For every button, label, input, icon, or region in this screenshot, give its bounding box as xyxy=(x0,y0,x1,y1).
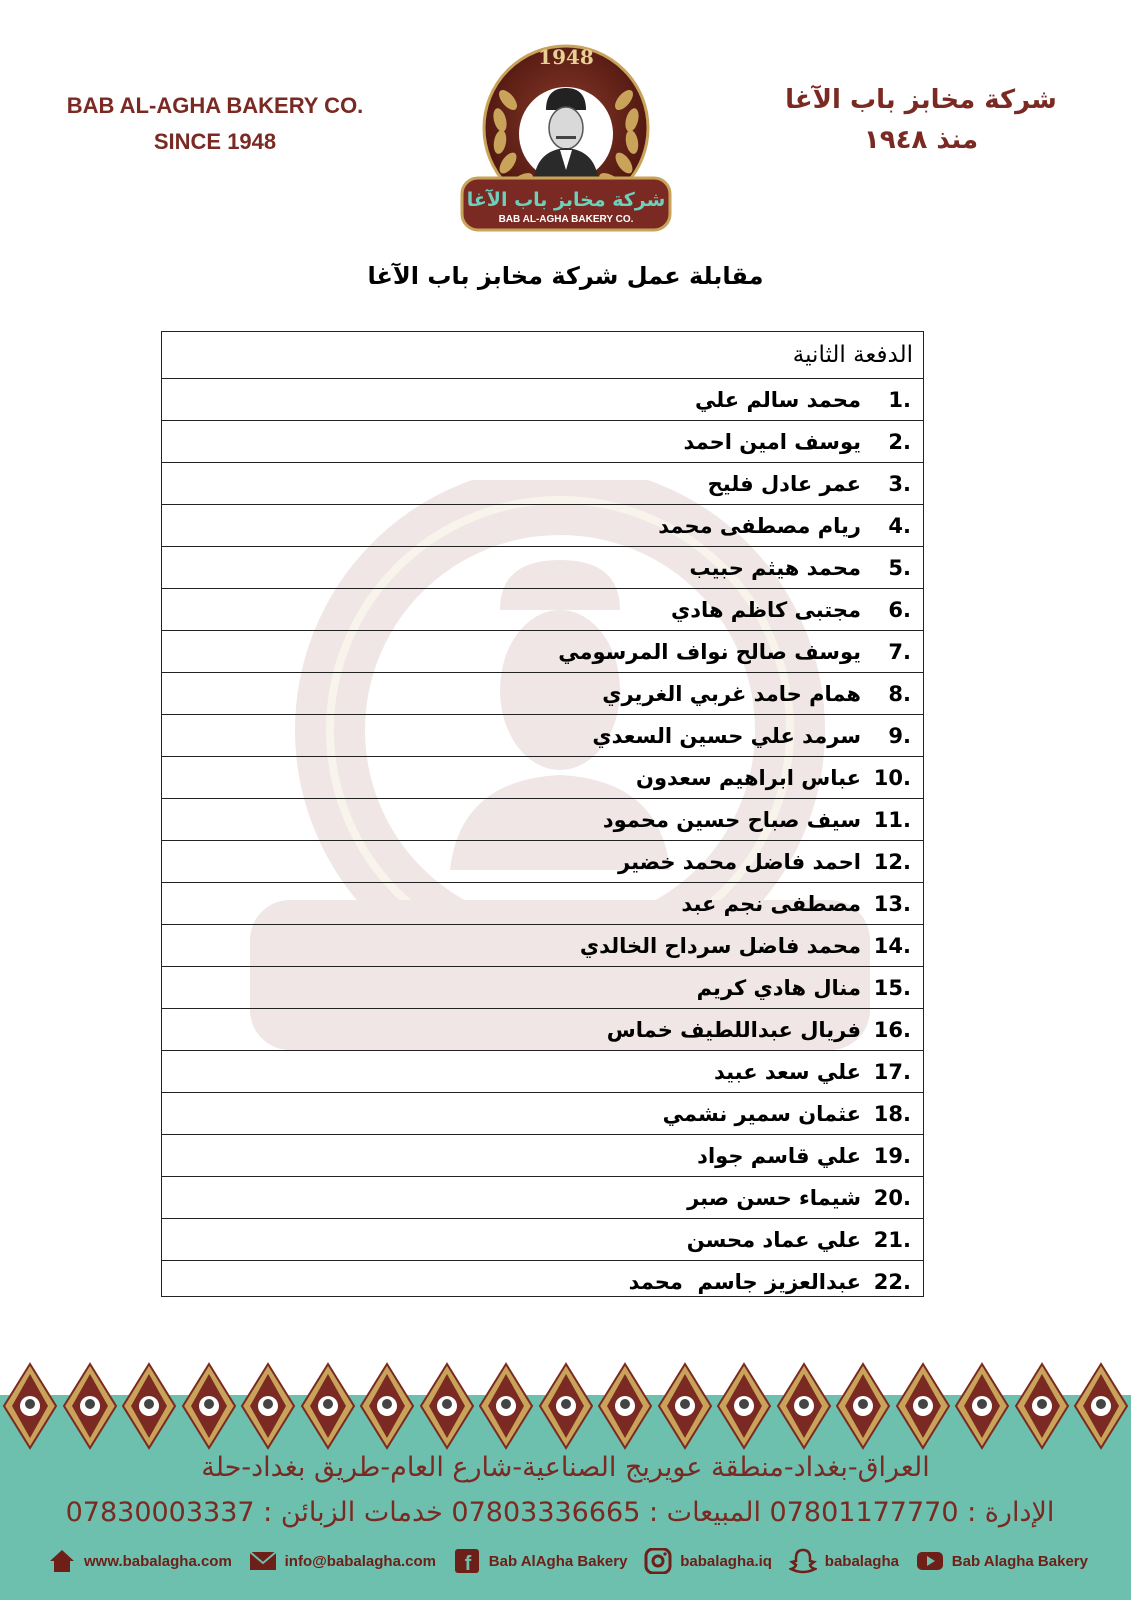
batch-heading: الدفعة الثانية xyxy=(792,342,913,368)
table-row xyxy=(162,421,923,463)
company-since-ar: منذ ١٩٤٨ xyxy=(863,125,979,155)
candidate-name: سيف صباح حسين محمود xyxy=(602,807,861,832)
candidate-name: علي عماد محسن xyxy=(686,1227,861,1252)
ornament-tile xyxy=(835,1362,891,1450)
ornament-tile xyxy=(954,1362,1010,1450)
table-row xyxy=(162,1009,923,1051)
row-number: 17. xyxy=(873,1059,911,1084)
row-number: 1. xyxy=(888,387,911,412)
facebook-link[interactable] xyxy=(453,1548,628,1574)
row-number: 14. xyxy=(873,933,911,958)
row-number: 11. xyxy=(873,807,911,832)
candidates-table xyxy=(161,331,924,1297)
ornament-tile xyxy=(538,1362,594,1450)
candidate-name: محمد سالم علي xyxy=(694,387,861,412)
youtube-icon xyxy=(916,1548,944,1574)
instagram-icon xyxy=(644,1548,672,1574)
table-row xyxy=(162,1135,923,1177)
candidate-name: علي قاسم جواد xyxy=(697,1143,861,1168)
ornament-tile xyxy=(657,1362,713,1450)
row-number: 7. xyxy=(888,639,911,664)
candidate-name: سرمد علي حسين السعدي xyxy=(592,723,861,748)
table-row xyxy=(162,1093,923,1135)
email-link[interactable] xyxy=(249,1548,436,1574)
row-number: 2. xyxy=(888,429,911,454)
ornament-tile xyxy=(359,1362,415,1450)
table-row xyxy=(162,715,923,757)
candidate-name: علي سعد عبيد xyxy=(713,1059,861,1084)
table-row xyxy=(162,967,923,1009)
table-row xyxy=(162,925,923,967)
candidate-name: عبدالعزيز جاسم محمد xyxy=(628,1270,861,1294)
table-row xyxy=(162,547,923,589)
table-row xyxy=(162,463,923,505)
snapchat-text: babalagha xyxy=(824,1552,899,1570)
ornament-tile xyxy=(121,1362,177,1450)
table-row xyxy=(162,799,923,841)
candidate-name: ريام مصطفى محمد xyxy=(658,513,861,538)
batch-heading-row xyxy=(162,332,923,379)
row-number: 3. xyxy=(888,471,911,496)
row-number: 15. xyxy=(873,975,911,1000)
candidate-name: محمد فاضل سرداح الخالدي xyxy=(579,933,861,958)
ornament-tile xyxy=(1014,1362,1070,1450)
company-name-arabic xyxy=(771,80,1071,160)
company-name-en-line1: BAB AL-AGHA BAKERY CO. xyxy=(66,93,364,118)
row-number: 16. xyxy=(873,1017,911,1042)
candidate-name: همام حامد غربي الغريري xyxy=(602,681,861,706)
row-number: 12. xyxy=(873,849,911,874)
candidate-name: عثمان سمير نشمي xyxy=(662,1101,861,1126)
candidate-name: يوسف صالح نواف المرسومي xyxy=(558,639,861,664)
website-link[interactable] xyxy=(48,1548,232,1574)
candidate-name: مصطفى نجم عبد xyxy=(681,891,861,916)
row-number: 4. xyxy=(888,513,911,538)
row-number: 10. xyxy=(873,765,911,790)
logo-year: 1948 xyxy=(538,45,594,69)
candidate-name: يوسف امين احمد xyxy=(683,429,861,454)
youtube-text: Bab Alagha Bakery xyxy=(951,1552,1088,1570)
footer-phones: الإدارة : 07801177770 المبيعات : 07803336665 خدمات الزبائن : 07830003337 xyxy=(65,1497,1055,1528)
instagram-text: babalagha.iq xyxy=(680,1552,772,1570)
row-number: 13. xyxy=(873,891,911,916)
youtube-link[interactable] xyxy=(916,1548,1088,1574)
candidate-name: فريال عبداللطيف خماس xyxy=(606,1017,861,1042)
candidate-name: عباس ابراهيم سعدون xyxy=(636,765,861,790)
logo-name-en: BAB AL-AGHA BAKERY CO. xyxy=(498,214,634,225)
ornament-tile xyxy=(597,1362,653,1450)
company-name-english xyxy=(40,88,390,160)
row-number: 21. xyxy=(873,1227,911,1252)
company-since-en: SINCE 1948 xyxy=(153,129,277,154)
footer-address: العراق-بغداد-منطقة عويريج الصناعية-شارع العام-طريق بغداد-حلة xyxy=(201,1452,930,1483)
facebook-icon xyxy=(453,1548,481,1574)
row-number: 6. xyxy=(888,597,911,622)
ornament-tile xyxy=(2,1362,58,1450)
table-row xyxy=(162,1261,923,1303)
table-row xyxy=(162,1219,923,1261)
table-row xyxy=(162,1177,923,1219)
ornament-tile xyxy=(62,1362,118,1450)
table-row xyxy=(162,1051,923,1093)
svg-text:f: f xyxy=(464,1553,472,1574)
snapchat-link[interactable] xyxy=(789,1548,899,1574)
company-name-ar-line1: شركة مخابز باب الآغا xyxy=(785,85,1057,115)
candidate-name: احمد فاضل محمد خضير xyxy=(618,849,861,874)
row-number: 8. xyxy=(888,681,911,706)
ornament-tile xyxy=(895,1362,951,1450)
row-number: 22. xyxy=(873,1270,911,1294)
ornament-tile xyxy=(1073,1362,1129,1450)
row-number: 19. xyxy=(873,1143,911,1168)
ornament-tile xyxy=(478,1362,534,1450)
candidate-name: عمر عادل فليح xyxy=(707,471,861,496)
snapchat-icon xyxy=(789,1548,817,1574)
row-number: 18. xyxy=(873,1101,911,1126)
candidate-name: منال هادي كريم xyxy=(696,975,861,1000)
logo-name-ar: شركة مخابز باب الآغا xyxy=(466,189,666,211)
row-number: 20. xyxy=(873,1185,911,1210)
candidate-name: محمد هيثم حبيب xyxy=(689,555,861,580)
ornament-border xyxy=(0,1362,1131,1452)
row-number: 5. xyxy=(888,555,911,580)
table-row xyxy=(162,505,923,547)
table-row xyxy=(162,673,923,715)
ornament-tile xyxy=(776,1362,832,1450)
instagram-link[interactable] xyxy=(644,1548,772,1574)
ornament-tile xyxy=(240,1362,296,1450)
email-icon xyxy=(249,1548,277,1574)
email-text: info@babalagha.com xyxy=(284,1552,436,1570)
ornament-tile xyxy=(716,1362,772,1450)
ornament-tile xyxy=(300,1362,356,1450)
company-logo xyxy=(460,38,672,238)
ornament-tile xyxy=(419,1362,475,1450)
table-row xyxy=(162,379,923,421)
table-row xyxy=(162,589,923,631)
website-text: www.babalagha.com xyxy=(84,1552,232,1570)
row-number: 9. xyxy=(888,723,911,748)
page-title: مقابلة عمل شركة مخابز باب الآغا xyxy=(367,262,764,290)
home-icon xyxy=(48,1548,76,1574)
facebook-text: Bab AlAgha Bakery xyxy=(488,1552,628,1570)
table-row xyxy=(162,757,923,799)
ornament-tile xyxy=(181,1362,237,1450)
table-row xyxy=(162,883,923,925)
table-row xyxy=(162,631,923,673)
candidate-name: مجتبى كاظم هادي xyxy=(671,597,861,622)
candidate-name: شيماء حسن صبر xyxy=(687,1185,861,1210)
table-row xyxy=(162,841,923,883)
social-links xyxy=(48,1545,1088,1577)
